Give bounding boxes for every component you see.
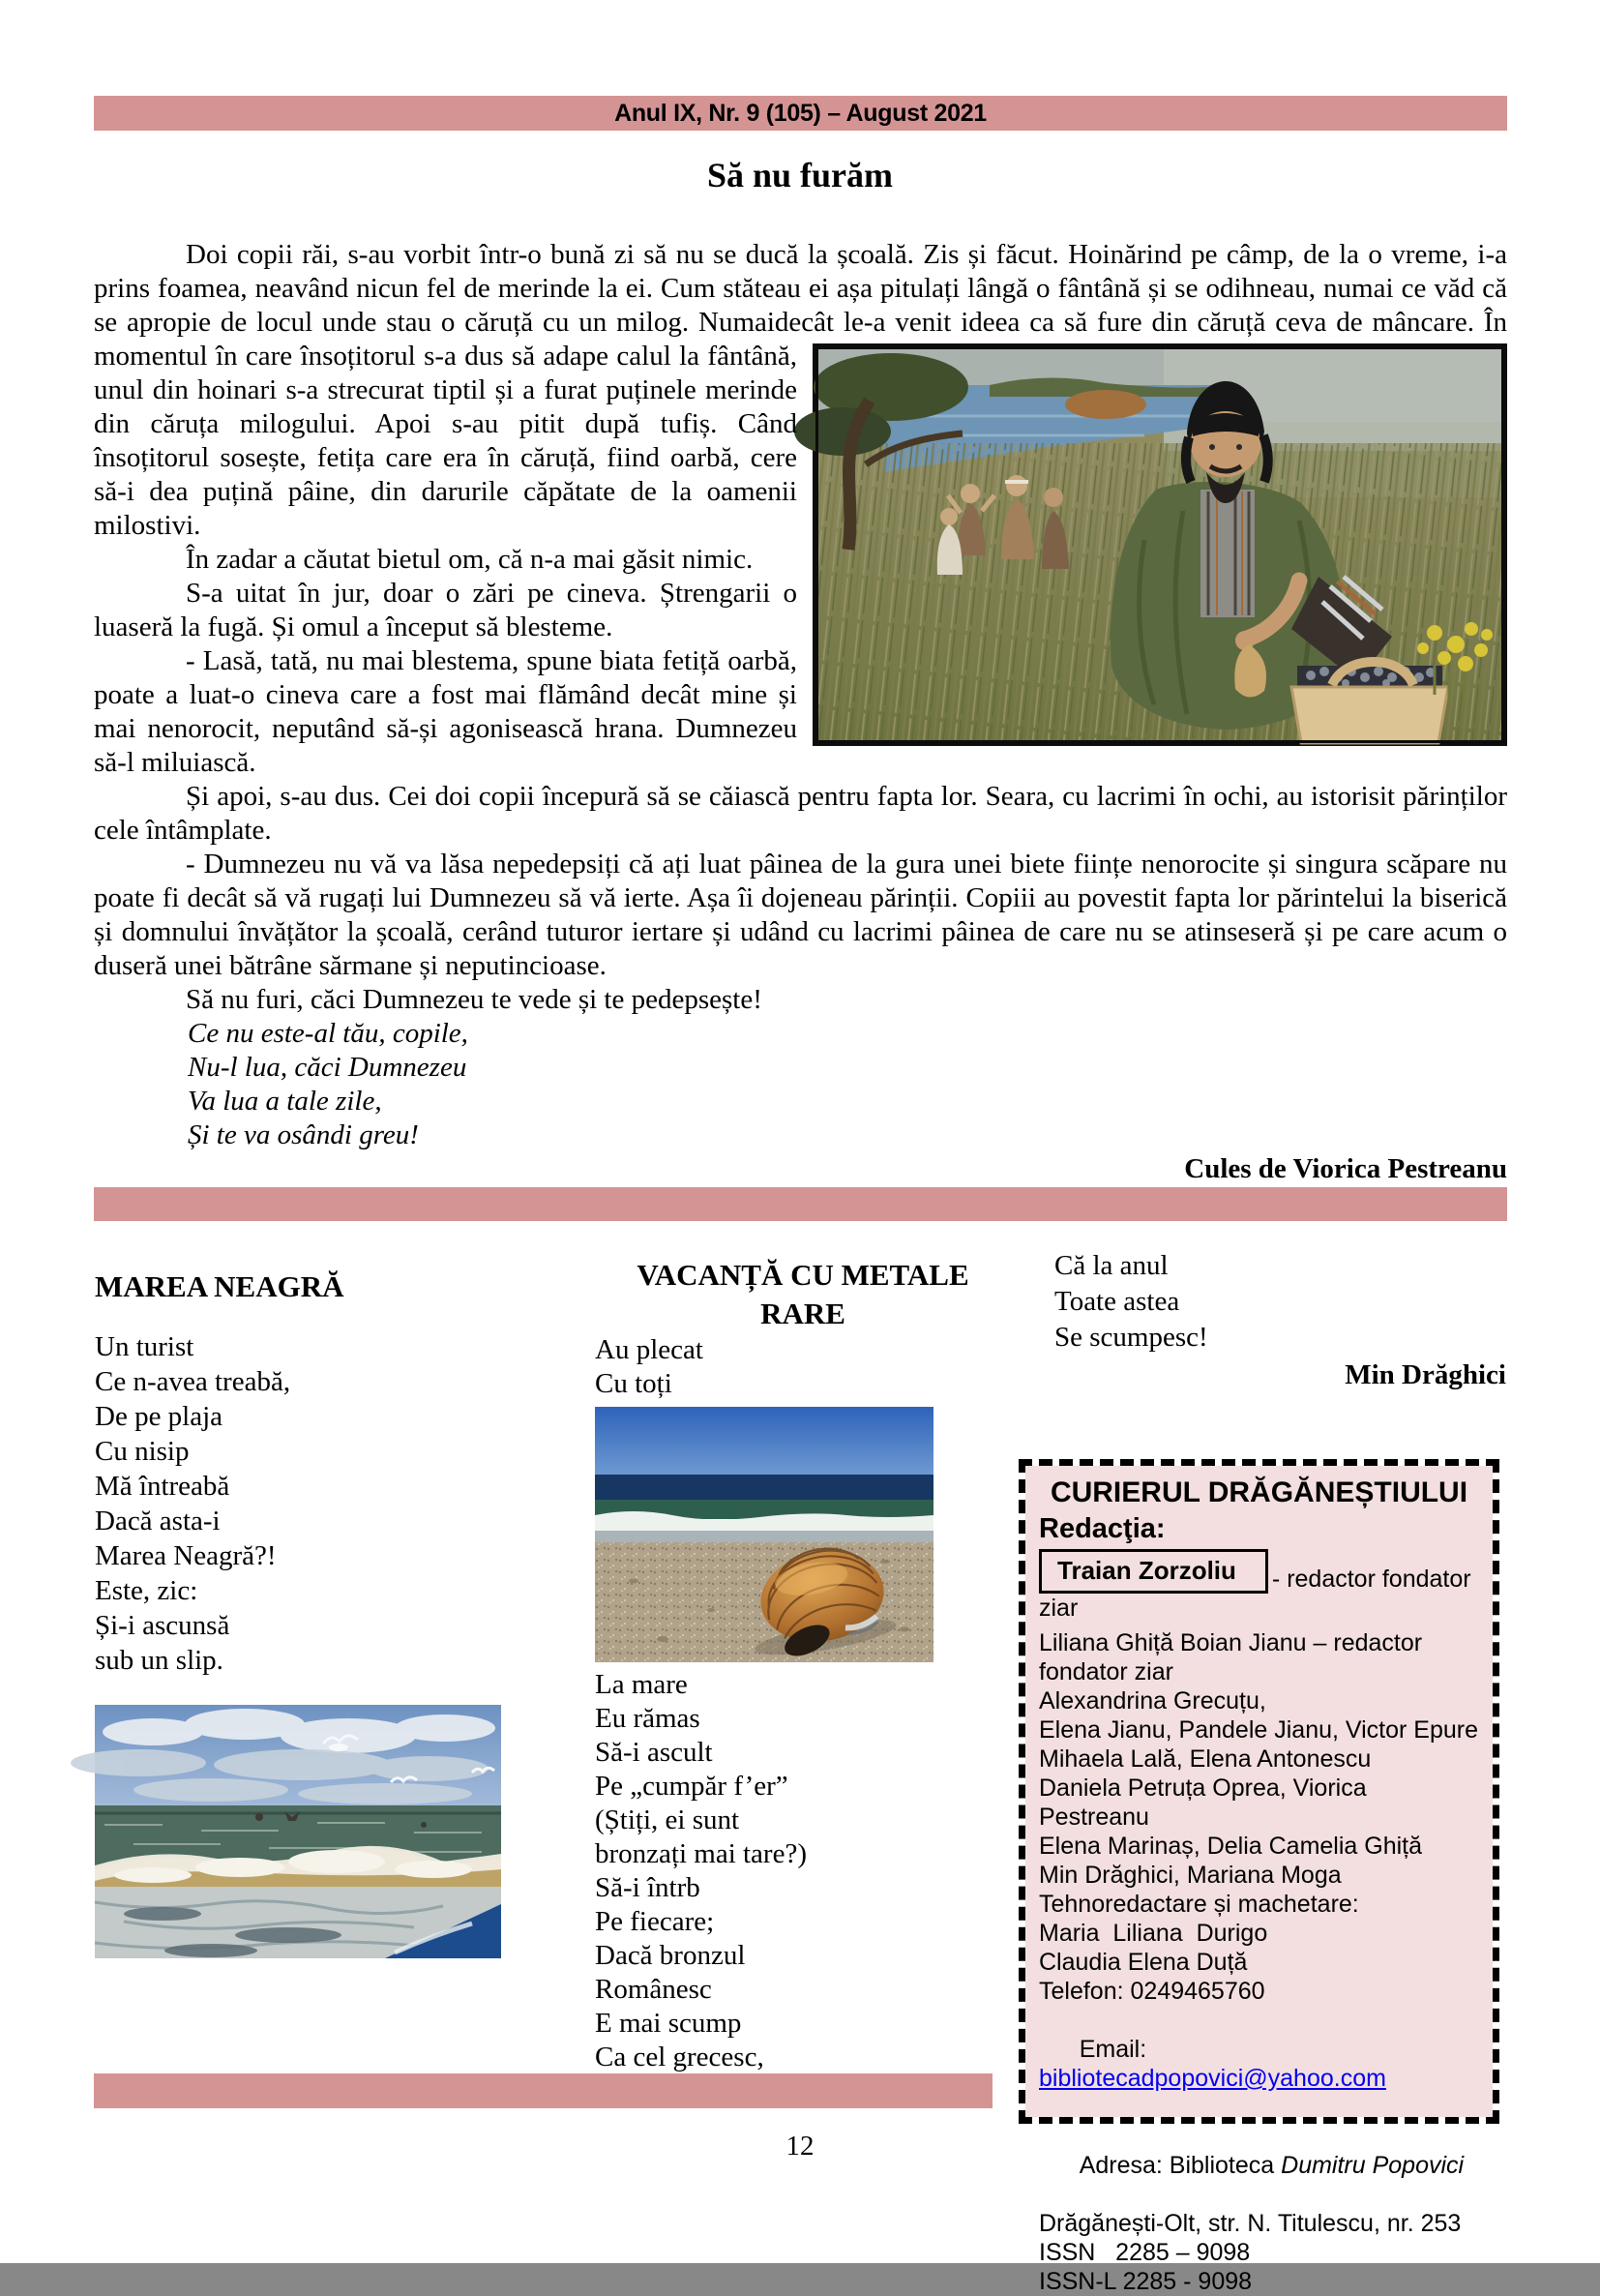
redaction-line: Min Drăghici, Mariana Moga bbox=[1039, 1862, 1342, 1889]
poem-line: E mai scump bbox=[595, 2008, 742, 2039]
story-illustration bbox=[813, 343, 1507, 746]
page-number: 12 bbox=[785, 2131, 815, 2162]
story-paragraph-6: - Dumnezeu nu vă va lăsa nepedepsiți că ați luat pâinea de la gura unei biete ființe nenorocite și singura scăpare nu poate fi decât să vă rugați lui Dumnezeu să vă ierte. Așa îi dojeneau părinții. Copiii au povestit fapta lor părintelui la biserică și domnului învățător la școală, cerând tuturor iertare și udând cu lacrimi pâinea de care nu se atinseseră și pe care acum o duseră unei bătrâne sărmane și neputincioase. bbox=[94, 849, 1507, 981]
redaction-issn-l: ISSN-L 2285 - 9098 bbox=[1039, 2268, 1253, 2295]
poem-line: Să-i ascult bbox=[595, 1737, 713, 1768]
marea-neagra-title: MAREA NEAGRĂ bbox=[95, 1269, 344, 1303]
email-link[interactable]: bibliotecadpopovici@yahoo.com bbox=[1039, 2065, 1386, 2092]
redaction-line: Tehnoredactare și machetare: bbox=[1039, 1891, 1359, 1918]
seashell-beach-photo bbox=[595, 1407, 933, 1662]
column-marea-neagra bbox=[95, 1269, 540, 1958]
poem-line: Și-i ascunsă bbox=[95, 1610, 230, 1641]
redaction-line: Claudia Elena Duță bbox=[1039, 1949, 1248, 1976]
poem-line: Pe „cumpăr f’er” bbox=[595, 1771, 788, 1802]
poem-line: Dacă bronzul bbox=[595, 1940, 746, 1971]
poem-line: Dacă asta-i bbox=[95, 1506, 221, 1536]
redaction-email-line bbox=[1039, 2006, 1479, 2122]
story-paragraph-3: S-a uitat în jur, doar o zări pe cineva. Ștrengarii o luaseră la fugă. Și omul a început să blesteme. bbox=[94, 578, 797, 642]
basket-with-coins bbox=[1291, 662, 1448, 743]
story-paragraph-1-before: Doi copii răi, s-au vorbit într-o bună zi să nu se ducă la școală. Zis și făcut. Hoinărind pe câmp, de la o vreme, i-a prins foamea, neavând nicun fel de merinde la ei. Cum stăteau ei așa pitulați lângă o fântână și se odihneau, numai ce văd că se apropie de locul unde stau o căruță cu un milog. Numaidecât le-a venit ideea ca să fure din căruță ceva de bbox=[94, 239, 1507, 338]
redaction-address-line2: Drăgănești-Olt, str. N. Titulescu, nr. 253 bbox=[1039, 2210, 1462, 2237]
story-paragraph-1 bbox=[94, 238, 1507, 543]
issue-line: Anul IX, Nr. 9 (105) – August 2021 bbox=[614, 99, 987, 127]
redaction-line: Elena Jianu, Pandele Jianu, Victor Epure bbox=[1039, 1716, 1479, 1744]
poem-line: Eu rămas bbox=[595, 1703, 700, 1734]
poem-line: Românesc bbox=[595, 1974, 712, 2005]
redaction-line: Daniela Petruța Oprea, Viorica Pestreanu bbox=[1039, 1774, 1374, 1831]
poem-line: Cu toți bbox=[595, 1368, 672, 1399]
poem-line: Este, zic: bbox=[95, 1575, 198, 1606]
redaction-line: Liliana Ghiță Boian Jianu – redactor bbox=[1039, 1629, 1423, 1656]
founder-name-box: Traian Zorzoliu bbox=[1039, 1549, 1268, 1594]
poem-line: Ce n-avea treabă, bbox=[95, 1366, 291, 1397]
poem-line: Au plecat bbox=[595, 1334, 703, 1365]
story-poem-line: Și te va osândi greu! bbox=[188, 1119, 419, 1150]
redaction-line: Mihaela Lală, Elena Antonescu bbox=[1039, 1745, 1372, 1773]
poem-line: La mare bbox=[595, 1669, 688, 1700]
redaction-line: fondator ziar bbox=[1039, 1658, 1173, 1685]
column-right bbox=[1054, 1248, 1506, 1393]
poem-line: (Știți, ei sunt bbox=[595, 1804, 740, 1835]
story-poem-line: Nu-l lua, căci Dumnezeu bbox=[188, 1052, 467, 1083]
email-label: Email: bbox=[1079, 2036, 1154, 2063]
story-poem-line: Ce nu este-al tău, copile, bbox=[188, 1018, 468, 1049]
column-vacanta bbox=[595, 1256, 1011, 2074]
poem-line: Mă întreabă bbox=[95, 1471, 230, 1502]
redaction-label: Redacţia: bbox=[1039, 1513, 1166, 1544]
poem-line: Ca cel grecesc, bbox=[595, 2042, 764, 2072]
redaction-line: Elena Marinaș, Delia Camelia Ghiță bbox=[1039, 1833, 1423, 1860]
address-prefix: Adresa: Biblioteca bbox=[1079, 2152, 1282, 2179]
poem-line: bronzați mai tare?) bbox=[595, 1838, 807, 1869]
poem-line: Pe fiecare; bbox=[595, 1906, 715, 1937]
redaction-line: Alexandrina Grecuțu, bbox=[1039, 1687, 1266, 1715]
poem-line: Un turist bbox=[95, 1331, 194, 1362]
story-paragraph-7: Să nu furi, căci Dumnezeu te vede și te pedepsește! bbox=[186, 984, 762, 1015]
poem-line: Că la anul bbox=[1054, 1250, 1169, 1281]
story-paragraph-1-after: mâncare. În momentul în care însoțitorul s-a dus să adape calul la fântână, unul din hoinari s-a strecurat tiptil și a furat puținele merinde din căruța milogului. Apoi s-au pitit după tufiș. Când însoțitorul sosește, fetița care era în căruță, fiind oarbă, cere să-i dea puțină pâine, din darurile căpătate de la oamenii milostivi. bbox=[94, 307, 1508, 541]
vacanta-title: VACANȚĂ CU METALE RARE bbox=[637, 1258, 969, 1330]
poem-line: Se scumpesc! bbox=[1054, 1322, 1208, 1353]
poem-line: Cu nisip bbox=[95, 1436, 190, 1467]
redaction-line: Maria Liliana Durigo bbox=[1039, 1920, 1268, 1947]
story-poem-line: Va lua a tale zile, bbox=[188, 1086, 382, 1117]
stormy-sea-photo bbox=[95, 1705, 501, 1958]
redaction-box-title: CURIERUL DRĂGĂNEȘTIULUI bbox=[1050, 1476, 1468, 1508]
poem-line: Toate astea bbox=[1054, 1286, 1180, 1317]
poem-line: Marea Neagră?! bbox=[95, 1540, 277, 1571]
section-divider-band bbox=[94, 1187, 1507, 1221]
article-title: Să nu furăm bbox=[706, 156, 894, 194]
poem-line: Să-i întrb bbox=[595, 1872, 700, 1903]
redaction-box bbox=[1019, 1459, 1499, 2295]
poem-line: De pe plaja bbox=[95, 1401, 223, 1432]
story-paragraph-2: În zadar a căutat bietul om, că n-a mai găsit nimic. bbox=[186, 544, 754, 575]
story-body bbox=[94, 238, 1507, 1186]
story-poem bbox=[188, 1017, 1507, 1152]
story-paragraph-5: Și apoi, s-au dus. Cei doi copii începură să se căiască pentru fapta lor. Seara, cu lacrimi în ochi, au istorisit părinților cele întâmplate. bbox=[94, 781, 1507, 846]
founder-role: - redactor fondator ziar bbox=[1039, 1565, 1471, 1622]
story-paragraph-4: - Lasă, tată, nu mai blestema, spune biata fetiță oarbă, poate a luat-o cineva care a fost mai flămând decât mine și mai nenorocit, neputând să-și agonisească hrana. Dumnezeu să-l miluiască. bbox=[94, 645, 797, 778]
poem-line: sub un slip. bbox=[95, 1645, 223, 1676]
redaction-line: Telefon: 0249465760 bbox=[1039, 1978, 1265, 2005]
poem-author-credit: Min Drăghici bbox=[1345, 1359, 1506, 1390]
bottom-band bbox=[94, 2073, 993, 2108]
redaction-issn: ISSN 2285 – 9098 bbox=[1039, 2239, 1251, 2266]
story-author-credit: Cules de Viorica Pestreanu bbox=[1184, 1153, 1507, 1184]
founder-row bbox=[1039, 1549, 1479, 1623]
address-library-name: Dumitru Popovici bbox=[1281, 2152, 1465, 2179]
issue-band bbox=[94, 96, 1507, 131]
